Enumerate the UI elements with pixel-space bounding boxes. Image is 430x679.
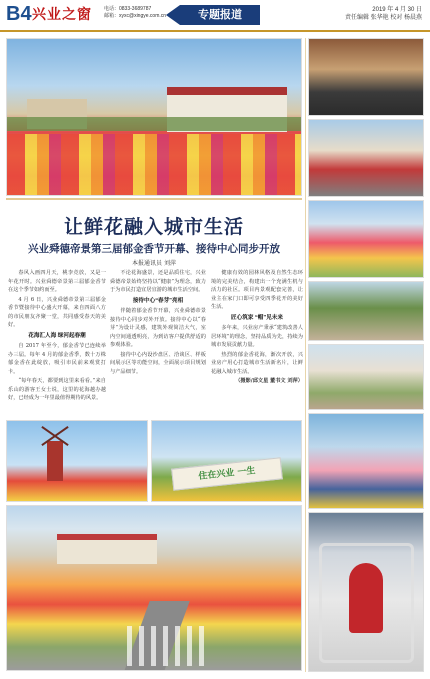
paragraph: 接待中心内设沙盘区、洽谈区、样板间展示区等功能空间，全面展示项目规划与产品细节。 xyxy=(110,351,206,375)
page-header xyxy=(0,0,430,32)
paragraph: 自 2017 年至今，郁金香节已连续举办三届。每年 4 月的郁金香季，数十万株郁金香在此绽放，吸引市民前来观赏打卡。 xyxy=(8,343,106,375)
sign-photo xyxy=(151,420,302,502)
article-subtitle: 兴业舜德帝景第三届郁金香节开幕、接待中心同步开放 xyxy=(28,243,280,255)
contact-email: 邮箱：xyxc@xingye.com.cn xyxy=(104,13,167,19)
paragraph: 健康有效的园林风格及自然生态环境的完美结合，构建出一个充满生机与活力的社区。项目内景观配套完善，让业主在家门口即可享受四季花开的美好生活。 xyxy=(211,270,303,310)
article-column-3 xyxy=(211,269,303,419)
paragraph: 春风入画四月天，桃李竞放，又是一年花开时。兴业舜德帝景第三届郁金香节在这个季节如约而至。 xyxy=(8,270,106,293)
child-on-slide-photo xyxy=(308,512,424,672)
reception-center-photo xyxy=(308,119,424,197)
editors-line: 责任编辑 张华艳 校对 杨晨燕 xyxy=(344,15,422,21)
paragraph: 不论花海盛景，还是品质住宅，兴业舜德帝景始终坚持以“健康”为理念，致力于为市民打造宜居宜游的城市生活空间。 xyxy=(110,270,206,293)
hero-tulip-field-photo xyxy=(6,38,302,196)
page-number: B4 xyxy=(6,3,32,25)
article-column-1 xyxy=(8,269,106,419)
sculpture-garden-photo xyxy=(308,281,424,341)
issue-date: 2019 年 4 月 30 日 xyxy=(372,7,422,13)
issue-date-block xyxy=(345,6,422,22)
section-subheading: 匠心筑家 “帽”见未来 xyxy=(231,314,283,321)
sign-board: 住在兴业 一生 xyxy=(171,457,283,490)
paragraph: 伴随着郁金香节开幕，兴业舜德帝景接待中心同步对外开放。接待中心以“春芽”为设计灵感，建筑外观简洁大气，室内空间通透明亮，为到访客户提供舒适的参观体验。 xyxy=(110,308,206,348)
sand-table-model-photo xyxy=(308,344,424,410)
paragraph: 热烈的郁金香花海，渐次开放，兴业房产用心打造城市生活新名片，让鲜花融入城市生活。 xyxy=(211,351,303,375)
aerial-photo xyxy=(6,505,302,671)
section-tag: 专题报道 xyxy=(180,5,260,25)
child-with-balloons-photo xyxy=(308,413,424,509)
article-byline: 本报通讯员 刘萍 xyxy=(132,260,176,267)
ribbon-cutting-photo xyxy=(308,38,424,116)
column-divider xyxy=(305,38,306,672)
aerial-cars xyxy=(127,626,207,666)
child-figure xyxy=(349,563,383,633)
hero-trees xyxy=(7,117,302,131)
paragraph: 多年来，兴业房产秉承“建筑改善人居环境”的理念，坚持品质为先，持续为城市发展贡献力量。 xyxy=(211,325,303,348)
paragraph: “每年春天，都要到这里来看看。”来自乐山的游客王女士说，这里的花海越办越好，已经成为一年里最值得期待的风景。 xyxy=(8,378,106,401)
flower-decor-photo xyxy=(308,200,424,278)
section-subheading: 接待中心“春芽”亮相 xyxy=(132,297,184,304)
windmill-photo xyxy=(6,420,148,502)
contact-info xyxy=(104,6,166,20)
section-subheading: 花海汇人海 绿河起春潮 xyxy=(28,332,86,339)
contact-phone: 电话：0833-3689787 xyxy=(104,6,152,12)
article-column-2 xyxy=(110,269,206,419)
aerial-building xyxy=(57,534,157,564)
divider xyxy=(6,198,302,200)
article-title: 让鲜花融入城市生活 xyxy=(63,216,244,238)
windmill-tower xyxy=(47,441,63,481)
paper-logo: 兴业之窗 xyxy=(32,7,92,23)
hero-tulip-rows xyxy=(7,134,302,196)
paragraph: 4 月 6 日，兴业舜德帝景第三届郁金香节暨接待中心盛大开幕，来自四面八方的市民朋友齐聚一堂，共同感受春天的美好。 xyxy=(8,296,106,328)
photo-credit: （摄影/邱文星 董书文 刘萍） xyxy=(235,378,303,384)
